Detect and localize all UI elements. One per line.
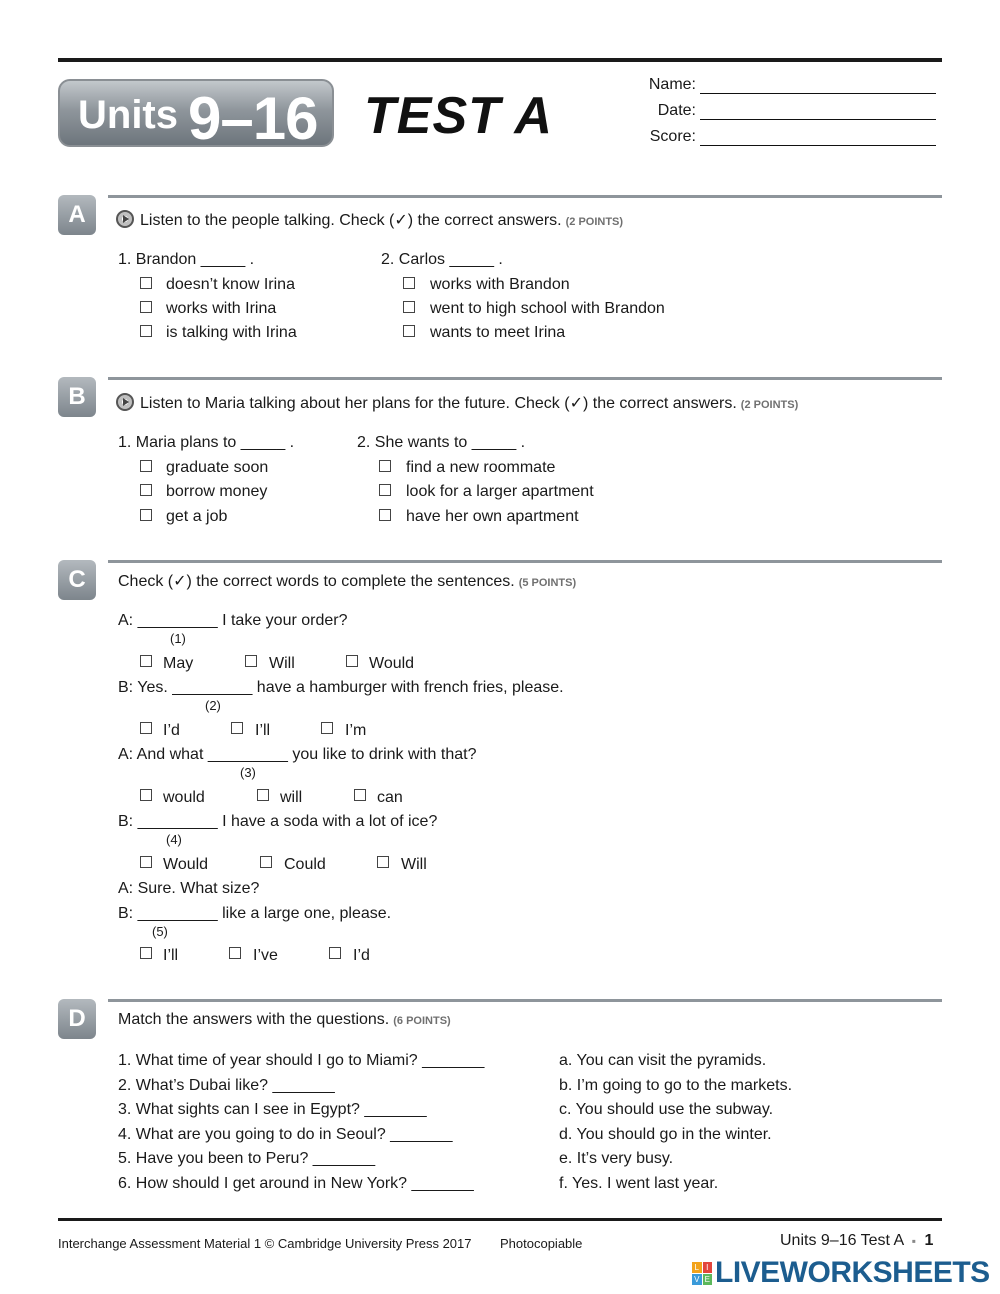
footer-rule [58,1218,942,1221]
blank-number: (2) [205,698,221,713]
checkbox[interactable] [140,301,152,313]
match-question: 3. What sights can I see in Egypt? _______ [118,1101,427,1118]
dialogue-line: B: _________ like a large one, please. [118,905,392,922]
checkbox[interactable] [379,484,391,496]
checkbox[interactable] [140,484,152,496]
footer-photocopiable: Photocopiable [500,1236,583,1251]
section-b-rule [108,377,942,380]
option-label: I’ve [253,947,278,964]
score-field[interactable] [700,145,936,146]
units-badge [58,79,334,152]
section-a-instruction: Listen to the people talking. Check (✓) the correct answers. (2 POINTS) [116,210,623,230]
checkbox[interactable] [140,655,152,667]
checkbox[interactable] [140,856,152,868]
option-label: Will [401,856,427,873]
date-label: Date: [657,102,696,119]
checkbox[interactable] [329,947,341,959]
dialogue-line: A: And what _________ you like to drink with that? [118,746,477,763]
option-label: doesn’t know Irina [166,276,295,293]
section-b-instruction: Listen to Maria talking about her plans for the future. Check (✓) the correct answers. (2 POINTS) [116,393,798,413]
option-label: is talking with Irina [166,324,297,341]
checkbox[interactable] [140,509,152,521]
checkbox[interactable] [321,722,333,734]
section-d-points: (6 POINTS) [393,1015,451,1027]
section-d-rule [108,999,942,1002]
checkbox[interactable] [140,460,152,472]
date-field[interactable] [700,119,936,120]
name-label: Name: [648,76,696,93]
dialogue-line: B: _________ I have a soda with a lot of ice? [118,813,438,830]
option-label: Could [284,856,326,873]
audio-play-icon[interactable] [116,393,134,411]
section-d-instruction: Match the answers with the questions. (6 POINTS) [118,1011,451,1028]
logo-text: LIVEWORKSHEETS [715,1256,990,1289]
section-a-points: (2 POINTS) [565,216,624,228]
section-c-badge: C [58,560,96,600]
name-field[interactable] [700,93,936,94]
section-b-q2-prompt: 2. She wants to _____ . [357,434,526,451]
match-question: 2. What’s Dubai like? _______ [118,1077,335,1094]
match-answer: b. I’m going to go to the markets. [559,1077,793,1094]
checkbox[interactable] [245,655,257,667]
audio-play-icon[interactable] [116,210,134,228]
match-answer: c. You should use the subway. [559,1101,774,1118]
blank-number: (4) [166,832,182,847]
dialogue-line: A: _________ I take your order? [118,612,348,629]
option-label: have her own apartment [406,508,579,525]
match-answer: d. You should go in the winter. [559,1126,772,1143]
section-c-instruction: Check (✓) the correct words to complete the sentences. (5 POINTS) [118,573,577,590]
checkbox[interactable] [140,325,152,337]
option-label: works with Irina [166,300,277,317]
section-a-q1-prompt: 1. Brandon _____ . [118,251,255,268]
option-label: get a job [166,508,228,525]
option-label: I’d [163,722,180,739]
section-c-points: (5 POINTS) [518,577,577,589]
option-label: find a new roommate [406,459,556,476]
option-label: I’d [353,947,370,964]
match-question: 5. Have you been to Peru? _______ [118,1150,376,1167]
checkbox[interactable] [403,325,415,337]
checkbox[interactable] [231,722,243,734]
section-a-rule [108,195,942,198]
section-b-badge: B [58,377,96,417]
liveworksheets-logo[interactable] [692,1256,990,1290]
option-label: I’m [345,722,367,739]
footer-page-label: Units 9–16 Test A ▪ 1 [780,1232,934,1249]
match-answer: f. Yes. I went last year. [559,1175,719,1192]
option-label: Will [269,655,295,672]
section-c-rule [108,560,942,563]
checkbox[interactable] [260,856,272,868]
option-label: would [163,789,205,806]
checkbox[interactable] [346,655,358,667]
checkbox[interactable] [379,509,391,521]
match-answer: a. You can visit the pyramids. [559,1052,767,1069]
match-answer: e. It’s very busy. [559,1150,674,1167]
checkbox[interactable] [377,856,389,868]
section-a-q2-prompt: 2. Carlos _____ . [381,251,503,268]
option-label: can [377,789,403,806]
blank-number: (3) [240,765,256,780]
option-label: I’ll [255,722,271,739]
score-label: Score: [649,128,696,145]
blank-number: (5) [152,924,168,939]
checkbox[interactable] [379,460,391,472]
blank-number: (1) [170,631,186,646]
option-label: graduate soon [166,459,269,476]
match-question: 6. How should I get around in New York? _______ [118,1175,474,1192]
section-d-badge: D [58,999,96,1039]
option-label: Would [163,856,209,873]
option-label: went to high school with Brandon [430,300,665,317]
checkbox[interactable] [354,789,366,801]
match-question: 4. What are you going to do in Seoul? _______ [118,1126,453,1143]
footer-copyright: Interchange Assessment Material 1 © Cambridge University Press 2017 [58,1236,472,1251]
section-a-badge: A [58,195,96,235]
checkbox[interactable] [403,301,415,313]
option-label: May [163,655,194,672]
option-label: will [280,789,303,806]
checkbox[interactable] [140,789,152,801]
checkbox[interactable] [140,277,152,289]
option-label: works with Brandon [430,276,570,293]
dialogue-line: A: Sure. What size? [118,880,260,897]
option-label: I’ll [163,947,179,964]
dialogue-line: B: Yes. _________ have a hamburger with french fries, please. [118,679,564,696]
option-label: wants to meet Irina [430,324,566,341]
checkbox[interactable] [229,947,241,959]
units-word: Units [78,93,178,137]
option-label: borrow money [166,483,268,500]
option-label: look for a larger apartment [406,483,594,500]
test-title: TEST A [364,87,553,145]
option-label: Would [369,655,415,672]
units-range: 9–16 [188,85,318,152]
checkbox[interactable] [140,947,152,959]
section-b-q1-prompt: 1. Maria plans to _____ . [118,434,295,451]
logo-blocks-icon: L I V E [692,1262,712,1284]
section-b-points: (2 POINTS) [740,399,799,411]
checkbox[interactable] [257,789,269,801]
checkbox[interactable] [403,277,415,289]
checkbox[interactable] [140,722,152,734]
top-rule [58,58,942,62]
match-question: 1. What time of year should I go to Miami? _______ [118,1052,485,1069]
